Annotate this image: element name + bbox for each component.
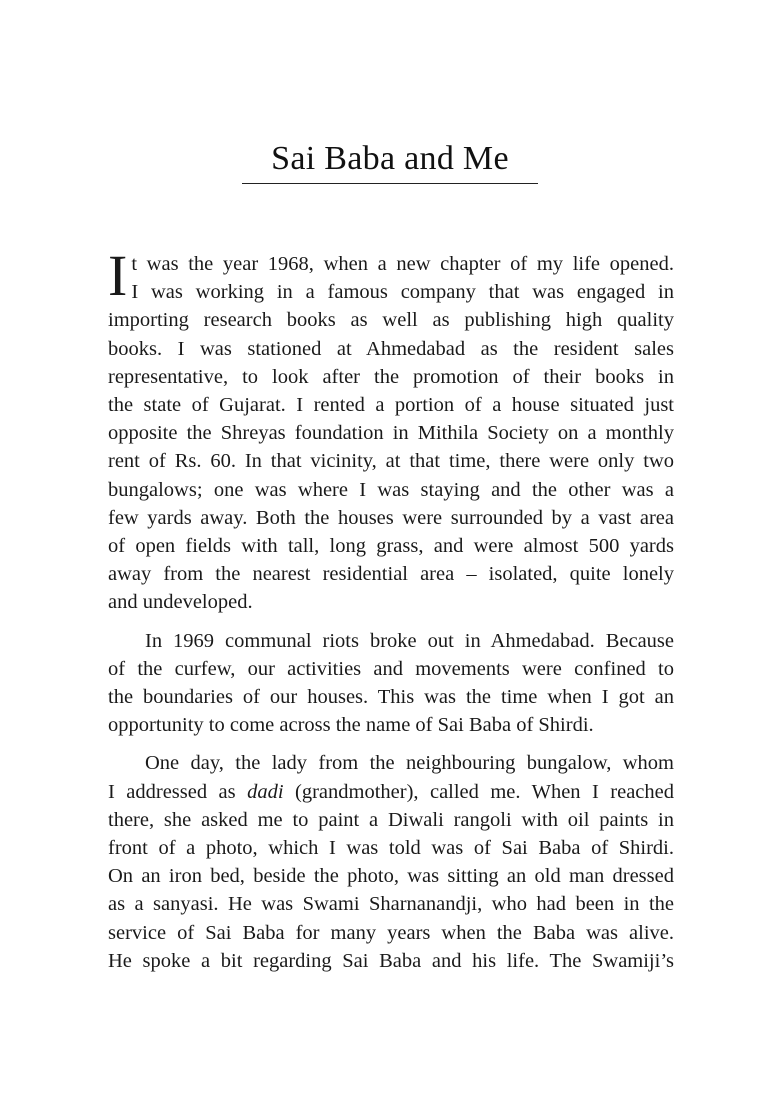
- text-line: He spoke a bit regarding Sai Baba and his life. The Swamiji’s: [108, 949, 674, 972]
- text-line: of the curfew, our activities and movements were confined to: [108, 657, 674, 680]
- text-line: there, she asked me to paint a Diwali rangoli with oil paints in: [108, 808, 674, 831]
- body-text: [108, 243, 675, 985]
- paragraph-3: [108, 749, 674, 975]
- drop-cap: I: [108, 243, 128, 308]
- text-line: and undeveloped.: [108, 591, 253, 614]
- text-line: opposite the Shreyas foundation in Mithila Society on a monthly: [108, 422, 674, 445]
- italic-word: dadi: [247, 780, 284, 803]
- text-line: I was working in a famous company that was engaged in: [131, 281, 674, 304]
- text-line: books. I was stationed at Ahmedabad as the resident sales: [108, 337, 674, 360]
- text-line: as a sanyasi. He was Swami Sharnanandji, who had been in the: [108, 893, 674, 916]
- chapter-title: Sai Baba and Me: [271, 140, 509, 177]
- text-line: of open fields with tall, long grass, and were almost 500 yards: [108, 535, 674, 558]
- text-line: away from the nearest residential area – isolated, quite lonely: [108, 563, 674, 586]
- text-line-with-italic: [108, 778, 674, 806]
- text-line: In 1969 communal riots broke out in Ahmedabad. Because: [145, 629, 674, 652]
- text-line: importing research books as well as publishing high quality: [108, 309, 674, 332]
- text-line: opportunity to come across the name of Sai Baba of Shirdi.: [108, 714, 594, 737]
- text-line: the state of Gujarat. I rented a portion of a house situated just: [108, 394, 674, 417]
- text-line: bungalows; one was where I was staying and the other was a: [108, 478, 674, 501]
- text-line: few yards away. Both the houses were surrounded by a vast area: [108, 506, 674, 529]
- text-line: representative, to look after the promotion of their books in: [108, 365, 674, 388]
- text-line: On an iron bed, beside the photo, was sitting an old man dressed: [108, 865, 674, 888]
- text-line: One day, the lady from the neighbouring bungalow, whom: [145, 752, 674, 775]
- text-line: t was the year 1968, when a new chapter of my life opened.: [131, 253, 674, 275]
- paragraph-1: [108, 243, 674, 617]
- text-line: service of Sai Baba for many years when the Baba was alive.: [108, 921, 674, 944]
- text-fragment: (grandmother), called me. When I reached: [295, 780, 675, 803]
- text-fragment: I addressed as: [108, 780, 236, 803]
- paragraph-2: [108, 627, 674, 740]
- text-line: front of a photo, which I was told was of Sai Baba of Shirdi.: [108, 837, 674, 860]
- text-line: the boundaries of our houses. This was the time when I got an: [108, 686, 674, 709]
- title-underline: [242, 183, 538, 184]
- text-line: rent of Rs. 60. In that vicinity, at that time, there were only two: [108, 450, 674, 473]
